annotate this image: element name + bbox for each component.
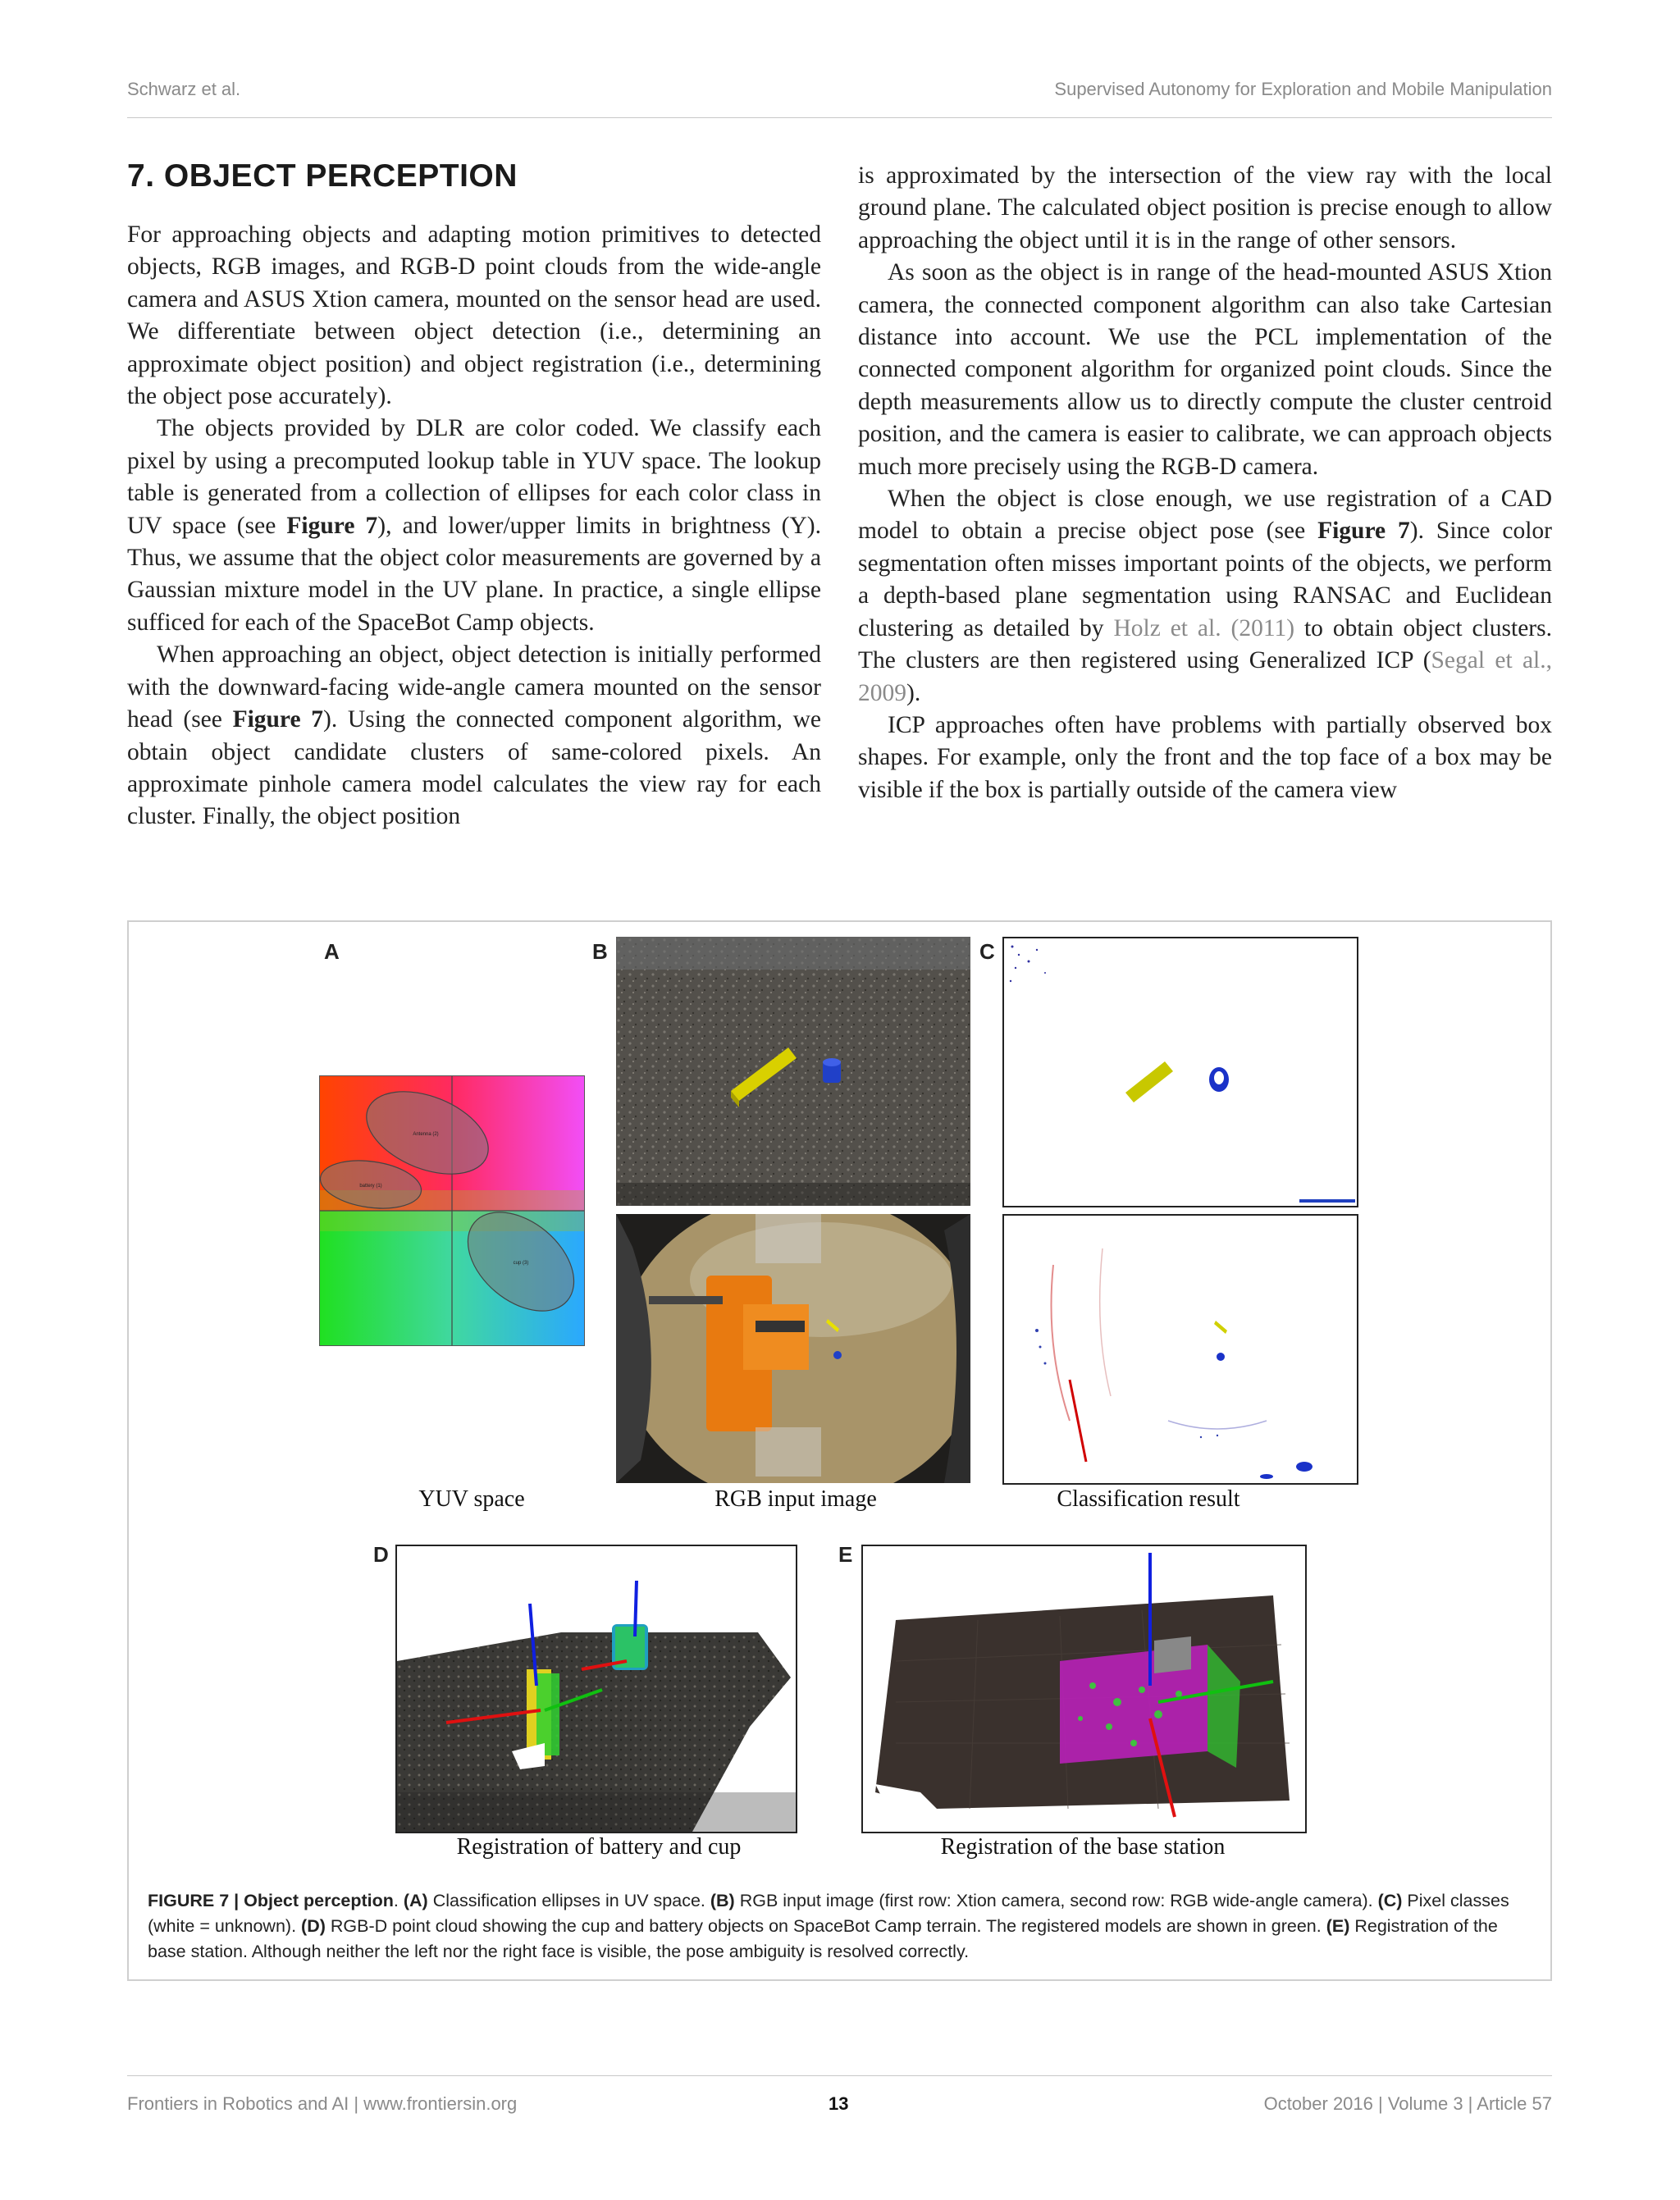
footer-issue: October 2016 | Volume 3 | Article 57 bbox=[1263, 2093, 1552, 2114]
panel-label-c: C bbox=[979, 939, 995, 964]
paragraph: is approximated by the intersection of the view ray with the local ground plane. The calculated object position is precise enough to allow approaching the object until it is in the range of other sensors. bbox=[858, 162, 1552, 253]
footer-divider bbox=[127, 2075, 1552, 2076]
caption-label: FIGURE 7 | Object perception bbox=[148, 1891, 394, 1910]
figure-reference[interactable]: Figure 7 bbox=[286, 512, 378, 539]
ellipse-label-cup: cup (3) bbox=[513, 1261, 529, 1266]
footer-journal[interactable]: Frontiers in Robotics and AI | www.frontiersin.org bbox=[127, 2093, 518, 2114]
uv-space-plot bbox=[319, 1075, 585, 1346]
panel-label-a: A bbox=[324, 939, 340, 964]
rgb-image-wide-angle bbox=[616, 1214, 970, 1483]
running-head-title: Supervised Autonomy for Exploration and Mobile Manipulation bbox=[1054, 79, 1552, 99]
classification-image-xtion bbox=[1002, 937, 1358, 1207]
base-station-scene bbox=[863, 1546, 1305, 1832]
axis-blue-cup bbox=[635, 1581, 637, 1636]
citation-link[interactable]: Holz et al. (2011) bbox=[1113, 614, 1295, 641]
citation-link[interactable]: Segal et al., 2009 bbox=[858, 647, 1552, 706]
paragraph: ICP approaches often have problems with partially observed box shapes. For example, only the front and the top face of a box may be visible if the box is partially outside of the camera view bbox=[858, 711, 1552, 803]
page-number: 13 bbox=[829, 2093, 849, 2114]
point-cloud-scene bbox=[397, 1546, 796, 1832]
classification-scene-wide bbox=[1004, 1216, 1357, 1483]
panel-label-b: B bbox=[592, 939, 608, 964]
figure-reference[interactable]: Figure 7 bbox=[1317, 518, 1410, 545]
subcaption-classification: Classification result bbox=[1057, 1486, 1240, 1512]
figure-caption: FIGURE 7 | Object perception. (A) Classification ellipses in UV space. (B) RGB input image (first row: Xtion camera, second row: RGB wide-angle camera). (C) Pixel classes (white = unknown). (D) RGB-D point cloud showing the cup and battery objects on SpaceBot Camp terrain. The registered models are shown in green. (E) Registration of the base station. Although neither the left nor the right face is visible, the pose ambiguity is resolved correctly. bbox=[148, 1891, 1509, 1961]
cup-object bbox=[823, 1058, 841, 1083]
subcaption-battery-cup: Registration of battery and cup bbox=[456, 1834, 742, 1860]
paragraph: As soon as the object is in range of the head-mounted ASUS Xtion camera, the connected component algorithm can also take Cartesian distance into account. We use the PCL implementation of the connected component algorithm for organized point clouds. Since the depth measurements allow us to directly compute the cluster centroid position, and the camera is easier to calibrate, we can approach objects much more precisely using the RGB-D camera. bbox=[858, 259, 1552, 480]
header-divider bbox=[127, 117, 1552, 118]
paragraph: When approaching an object, object detection is initially performed with the downward-facing wide-angle camera mounted on the sensor head (see Figure 7). Using the connected component algorithm, we obtain object candidate clusters of same-colored pixels. An approximate pinhole camera model calculates the view ray for each cluster. Finally, the object position bbox=[127, 641, 821, 830]
left-column bbox=[127, 219, 821, 833]
figure-reference[interactable]: Figure 7 bbox=[232, 706, 324, 733]
ellipse-label-antenna: Antenna (2) bbox=[413, 1132, 439, 1137]
rgb-image-xtion bbox=[616, 937, 970, 1206]
paragraph: The objects provided by DLR are color coded. We classify each pixel by using a precomputed lookup table in YUV space. The lookup table is generated from a collection of ellipses for each color class in UV space (see Figure 7), and lower/upper limits in brightness (Y). Thus, we assume that the object color measurements are governed by a Gaussian mixture model in the UV plane. In practice, a single ellipse sufficed for each of the SpaceBot Camp objects. bbox=[127, 415, 822, 636]
registration-base-station bbox=[861, 1545, 1307, 1833]
subcaption-rgb: RGB input image bbox=[714, 1486, 877, 1512]
panel-label-d: D bbox=[373, 1542, 389, 1567]
classification-image-wide-angle bbox=[1002, 1214, 1358, 1485]
fisheye-scene bbox=[616, 1214, 970, 1483]
classification-scene bbox=[1004, 938, 1357, 1206]
subcaption-base-station: Registration of the base station bbox=[940, 1834, 1226, 1860]
paragraph: When the object is close enough, we use registration of a CAD model to obtain a precise object pose (see Figure 7). Since color segmentation often misses important points of the objects, we perform a depth-based plane segmentation using RANSAC and Euclidean clustering as detailed by Holz et al. (2011) to obtain object clusters. The clusters are then registered using Generalized ICP (Segal et al., 2009). bbox=[858, 486, 1552, 706]
subcaption-yuv: YUV space bbox=[418, 1486, 525, 1512]
terrain-scene bbox=[616, 937, 970, 1206]
paragraph: For approaching objects and adapting motion primitives to detected objects, RGB images, and RGB-D point clouds from the wide-angle camera and ASUS Xtion camera, mounted on the sensor head are used. We differentiate between object detection (i.e., determining an approximate object position) and object registration (i.e., determining the object pose accurately). bbox=[127, 221, 821, 410]
ellipse-label-battery: battery (1) bbox=[359, 1184, 382, 1189]
running-head-authors: Schwarz et al. bbox=[127, 79, 241, 99]
right-column bbox=[858, 160, 1552, 806]
registration-battery-cup bbox=[395, 1545, 797, 1833]
panel-label-e: E bbox=[838, 1542, 853, 1567]
section-title: 7. OBJECT PERCEPTION bbox=[127, 158, 518, 194]
